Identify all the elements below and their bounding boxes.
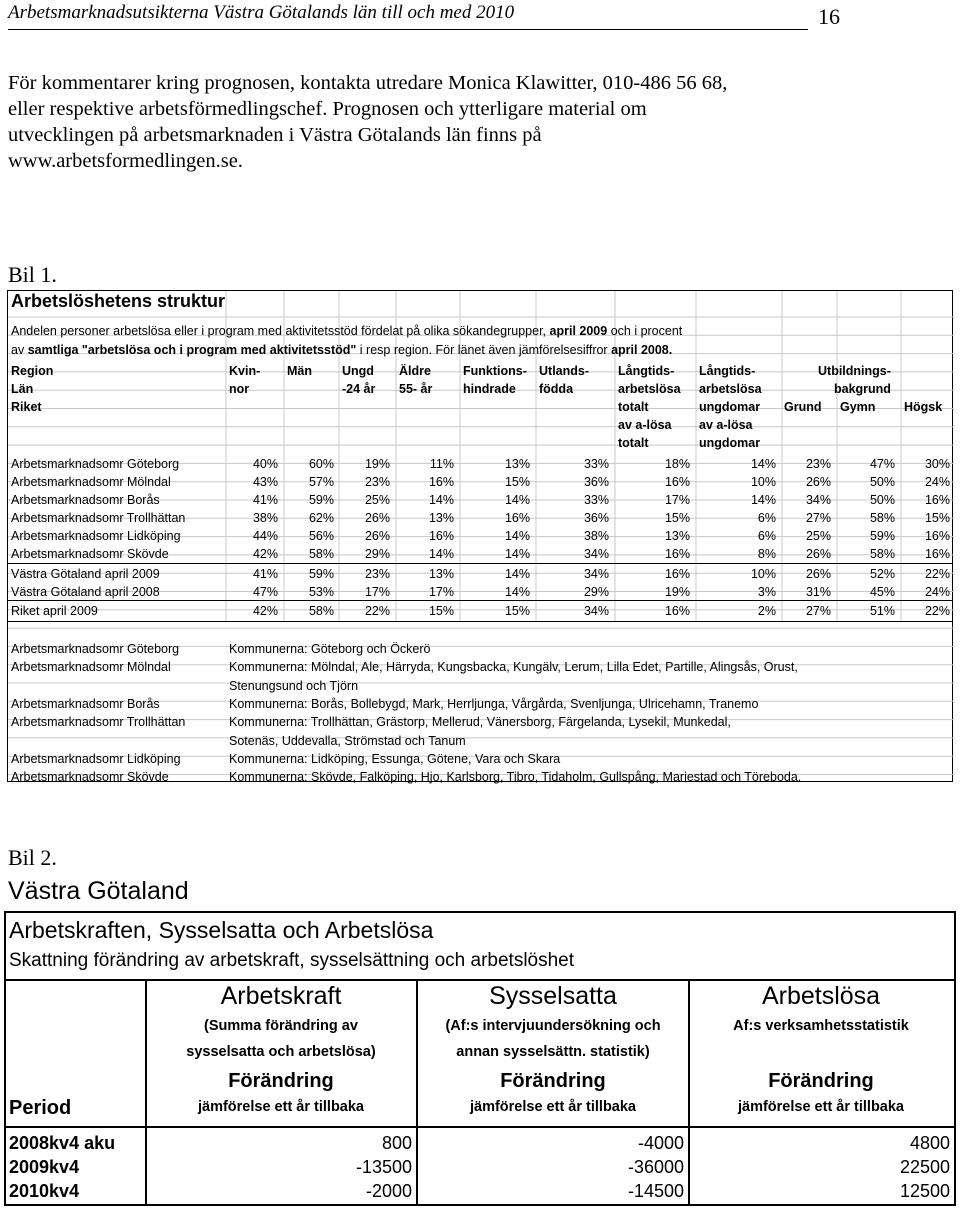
col-header-lt2-4: av a-lösa <box>699 418 753 432</box>
table-cell: 40% <box>252 457 278 471</box>
col-header-funk-1: Funktions- <box>463 364 527 378</box>
table-cell: 41% <box>252 567 278 581</box>
row-separator <box>8 600 952 601</box>
table-cell: 22% <box>924 604 950 618</box>
table-cell: 15% <box>428 604 454 618</box>
table-cell: 59% <box>308 567 334 581</box>
table-cell: 30% <box>924 457 950 471</box>
table-row-label: Arbetsmarknadsomr Göteborg <box>11 457 180 471</box>
area-name: Arbetsmarknadsomr Trollhättan <box>11 715 186 730</box>
column-subtitle: sysselsatta och arbetslösa) <box>186 1044 376 1060</box>
desc-text: och i procent <box>610 324 683 338</box>
table-cell: 13% <box>664 529 690 543</box>
document-header-title: Arbetsmarknadsutsikterna Västra Götalands län till och med 2010 <box>8 2 515 23</box>
table-row-label: Riket april 2009 <box>11 604 98 618</box>
period-label: 2009kv4 <box>9 1157 80 1177</box>
table-row-label: Arbetsmarknadsomr Borås <box>11 493 160 507</box>
table-row-label: Västra Götaland april 2008 <box>11 585 160 599</box>
desc-text: Andelen personer arbetslösa eller i program med aktivitetsstöd fördelat på olika sökandegrupper, <box>11 324 547 338</box>
desc-bold: april 2009 <box>549 324 608 338</box>
table-description-1 <box>11 322 682 340</box>
table-cell: 36% <box>583 511 609 525</box>
table-cell: 14% <box>504 567 530 581</box>
table-cell: 12500 <box>899 1181 950 1201</box>
col-header-man: Män <box>287 364 312 378</box>
col-header-ungd-1: Ungd <box>342 364 374 378</box>
table-cell: 50% <box>869 475 895 489</box>
col-header-lan: Län <box>11 382 34 396</box>
area-name: Arbetsmarknadsomr Mölndal <box>11 660 171 675</box>
area-municipalities: Kommunerna: Borås, Bollebygd, Mark, Herrljunga, Vårgårda, Svenljunga, Ulricehamn, Tranemo <box>229 696 759 711</box>
table-cell: -14500 <box>627 1181 684 1201</box>
website-link[interactable]: www.arbetsformedlingen.se. <box>8 150 243 172</box>
table-cell: 16% <box>924 529 950 543</box>
col-header-lt1-1: Långtids- <box>618 364 675 378</box>
column-change-sublabel: jämförelse ett år tillbaka <box>737 1099 904 1115</box>
table-cell: 17% <box>664 493 690 507</box>
area-municipalities: Sotenäs, Uddevalla, Strömstad och Tanum <box>229 733 466 748</box>
header-rule <box>8 29 808 30</box>
column-change-label: Förändring <box>768 1070 874 1092</box>
table-subtitle: Skattning förändring av arbetskraft, sysselsättning och arbetslöshet <box>9 950 575 971</box>
appendix-2-label: Bil 2. <box>8 845 57 870</box>
appendix-1-label: Bil 1. <box>8 262 57 287</box>
area-name: Arbetsmarknadsomr Lidköping <box>11 751 181 766</box>
table-cell: 22% <box>364 604 390 618</box>
table-cell: 25% <box>805 529 831 543</box>
table-cell: 16% <box>428 475 454 489</box>
table-cell: 16% <box>664 567 690 581</box>
table-cell: 15% <box>504 475 530 489</box>
table-cell: 56% <box>308 529 334 543</box>
labor-force-table <box>4 911 956 1206</box>
column-change-sublabel: jämförelse ett år tillbaka <box>469 1099 636 1115</box>
table-cell: 44% <box>252 529 278 543</box>
desc-text: i resp region. För länet även jämförelsesiffror <box>359 343 608 357</box>
table-cell: 29% <box>364 547 390 561</box>
col-header-utl-1: Utlands- <box>539 364 589 378</box>
table-cell: 59% <box>869 529 895 543</box>
column-title: Sysselsatta <box>489 982 617 1010</box>
table-cell: 13% <box>504 457 530 471</box>
col-header-lt2-2: arbetslösa <box>699 382 762 396</box>
row-separator <box>8 563 952 564</box>
table-cell: 43% <box>252 475 278 489</box>
col-header-lt1-3: totalt <box>618 400 649 414</box>
column-change-label: Förändring <box>500 1070 606 1092</box>
table-cell: 23% <box>364 475 390 489</box>
table-cell: 16% <box>428 529 454 543</box>
intro-line: utvecklingen på arbetsmarknaden i Västra Götalands län finns på <box>8 124 542 146</box>
table-cell: 34% <box>805 493 831 507</box>
table-cell: 58% <box>308 604 334 618</box>
area-municipalities: Stenungsund och Tjörn <box>229 678 359 693</box>
table-cell: 26% <box>805 475 831 489</box>
table-cell: 8% <box>757 547 776 561</box>
unemployment-structure-table <box>7 290 953 785</box>
table-cell: 15% <box>924 511 950 525</box>
region-heading: Västra Götaland <box>8 877 189 905</box>
table-cell: 58% <box>869 511 895 525</box>
table-cell: 26% <box>364 511 390 525</box>
col-header-lt2-1: Långtids- <box>699 364 756 378</box>
table-cell: 16% <box>664 547 690 561</box>
desc-bold: april 2008. <box>611 343 673 357</box>
table-cell: 52% <box>869 567 895 581</box>
table-cell: 6% <box>757 511 776 525</box>
area-name: Arbetsmarknadsomr Skövde <box>11 770 169 785</box>
column-change-sublabel: jämförelse ett år tillbaka <box>197 1099 364 1115</box>
table-cell: 16% <box>664 475 690 489</box>
col-header-utl-2: födda <box>539 382 574 396</box>
table-cell: 38% <box>583 529 609 543</box>
table-row-label: Arbetsmarknadsomr Lidköping <box>11 529 181 543</box>
col-header-region: Region <box>11 364 54 378</box>
table-cell: 38% <box>252 511 278 525</box>
table-cell: 62% <box>308 511 334 525</box>
table-cell: 36% <box>583 475 609 489</box>
table-cell: 23% <box>364 567 390 581</box>
period-label: 2008kv4 aku <box>9 1133 116 1153</box>
col-header-funk-2: hindrade <box>463 382 516 396</box>
table-cell: -4000 <box>637 1133 684 1153</box>
column-subtitle: (Af:s intervjuundersökning och <box>445 1018 661 1034</box>
area-municipalities: Kommunerna: Trollhättan, Grästorp, Mellerud, Vänersborg, Färgelanda, Lysekil, Munkedal, <box>229 715 731 730</box>
table-cell: 31% <box>805 585 831 599</box>
col-header-kvinnor-1: Kvin- <box>229 364 261 378</box>
table-cell: 17% <box>428 585 454 599</box>
table-row-label: Arbetsmarknadsomr Mölndal <box>11 475 171 489</box>
col-header-aldre-2: 55- år <box>399 382 433 396</box>
col-header-hogsk: Högsk <box>904 400 943 414</box>
table-cell: 2% <box>757 604 776 618</box>
col-header-kvinnor-2: nor <box>229 382 250 396</box>
col-header-lt1-4: av a-lösa <box>618 418 672 432</box>
table-cell: 18% <box>664 457 690 471</box>
table-cell: 14% <box>428 493 454 507</box>
table-cell: -2000 <box>365 1181 412 1201</box>
desc-bold: samtliga "arbetslösa och i program med aktivitetsstöd" <box>27 343 357 357</box>
area-municipalities: Kommunerna: Lidköping, Essunga, Götene, Vara och Skara <box>229 751 561 766</box>
table-cell: 47% <box>252 585 278 599</box>
area-name: Arbetsmarknadsomr Borås <box>11 696 160 711</box>
table-cell: 26% <box>805 547 831 561</box>
desc-text: av <box>11 343 25 357</box>
intro-line: eller respektive arbetsförmedlingschef. Prognosen och ytterligare material om <box>8 98 647 120</box>
table-cell: 16% <box>504 511 530 525</box>
table-cell: 45% <box>869 585 895 599</box>
col-header-lt2-3: ungdomar <box>699 400 761 414</box>
table-cell: -13500 <box>355 1157 412 1177</box>
table-cell: 3% <box>757 585 776 599</box>
col-header-ungd-2: -24 år <box>342 382 376 396</box>
table-cell: 26% <box>805 567 831 581</box>
table-cell: 24% <box>924 475 950 489</box>
table-cell: 10% <box>750 475 776 489</box>
table-title: Arbetskraften, Sysselsatta och Arbetslösa <box>9 917 434 943</box>
col-header-utb-1: Utbildnings- <box>818 364 891 378</box>
col-header-riket: Riket <box>11 400 42 414</box>
table-cell: 13% <box>428 567 454 581</box>
page-number: 16 <box>818 4 840 29</box>
table-row-label: Arbetsmarknadsomr Skövde <box>11 547 169 561</box>
table-cell: 4800 <box>909 1133 950 1153</box>
table-cell: 47% <box>869 457 895 471</box>
table-cell: -36000 <box>627 1157 684 1177</box>
table-cell: 14% <box>504 493 530 507</box>
table-cell: 14% <box>504 529 530 543</box>
table-cell: 42% <box>252 604 278 618</box>
column-title: Arbetskraft <box>220 982 342 1010</box>
table-cell: 11% <box>429 457 454 471</box>
area-municipalities: Kommunerna: Skövde, Falköping, Hjo, Karlsborg, Tibro, Tidaholm, Gullspång, Mariestad och Töreboda. <box>229 770 802 785</box>
area-name: Arbetsmarknadsomr Göteborg <box>11 642 180 656</box>
table-cell: 34% <box>583 604 609 618</box>
table-cell: 58% <box>869 547 895 561</box>
intro-line: För kommentarer kring prognosen, kontakta utredare Monica Klawitter, 010-486 56 68, <box>8 72 728 94</box>
column-subtitle: annan sysselsättn. statistik) <box>456 1044 650 1060</box>
col-header-lt2-5: ungdomar <box>699 436 761 450</box>
period-label: 2010kv4 <box>9 1181 80 1201</box>
table-cell: 24% <box>924 585 950 599</box>
column-subtitle: (Summa förändring av <box>204 1018 358 1034</box>
table-cell: 19% <box>364 457 390 471</box>
table-row-label: Arbetsmarknadsomr Trollhättan <box>11 511 186 525</box>
col-header-gymn: Gymn <box>840 400 876 414</box>
table-cell: 14% <box>750 493 776 507</box>
table-cell: 23% <box>805 457 831 471</box>
table-cell: 19% <box>664 585 690 599</box>
table-cell: 27% <box>805 511 831 525</box>
intro-paragraph <box>8 70 948 174</box>
table-cell: 27% <box>805 604 831 618</box>
table-cell: 29% <box>583 585 609 599</box>
table-row-label: Västra Götaland april 2009 <box>11 567 160 581</box>
table-cell: 57% <box>308 475 334 489</box>
area-municipalities: Kommunerna: Mölndal, Ale, Härryda, Kungsbacka, Kungälv, Lerum, Lilla Edet, Partille, Alingsås, Orust, <box>229 660 798 675</box>
table-cell: 34% <box>583 567 609 581</box>
column-title: Arbetslösa <box>761 982 881 1010</box>
table-cell: 50% <box>869 493 895 507</box>
table-cell: 16% <box>664 604 690 618</box>
table-cell: 800 <box>381 1133 412 1153</box>
table-cell: 14% <box>750 457 776 471</box>
table-title: Arbetslöshetens struktur <box>11 291 226 311</box>
col-header-utb-2: bakgrund <box>834 382 891 396</box>
table-cell: 58% <box>308 547 334 561</box>
col-header-period: Period <box>9 1097 72 1119</box>
table-cell: 13% <box>428 511 454 525</box>
table-cell: 15% <box>504 604 530 618</box>
col-header-lt1-5: totalt <box>618 436 649 450</box>
table-cell: 33% <box>583 493 609 507</box>
col-header-grund: Grund <box>784 400 822 414</box>
table-cell: 16% <box>924 493 950 507</box>
table-cell: 14% <box>504 547 530 561</box>
col-header-lt1-2: arbetslösa <box>618 382 681 396</box>
column-subtitle: Af:s verksamhetsstatistik <box>733 1018 909 1034</box>
table-cell: 6% <box>757 529 776 543</box>
area-municipalities: Kommunerna: Göteborg och Öckerö <box>229 642 431 656</box>
table-cell: 53% <box>308 585 334 599</box>
table-cell: 22% <box>924 567 950 581</box>
table-cell: 51% <box>869 604 895 618</box>
table-cell: 59% <box>308 493 334 507</box>
table-cell: 16% <box>924 547 950 561</box>
table-cell: 42% <box>252 547 278 561</box>
table-cell: 15% <box>664 511 690 525</box>
table-cell: 26% <box>364 529 390 543</box>
table-cell: 41% <box>252 493 278 507</box>
col-header-aldre-1: Äldre <box>399 364 431 378</box>
table-cell: 14% <box>504 585 530 599</box>
table-cell: 10% <box>750 567 776 581</box>
table-cell: 60% <box>308 457 334 471</box>
table-description-2 <box>11 341 672 359</box>
table-cell: 33% <box>583 457 609 471</box>
table-cell: 14% <box>428 547 454 561</box>
table-cell: 34% <box>583 547 609 561</box>
row-separator <box>8 621 952 622</box>
table-cell: 25% <box>364 493 390 507</box>
table-cell: 17% <box>364 585 390 599</box>
table-cell: 22500 <box>899 1157 950 1177</box>
column-change-label: Förändring <box>228 1070 334 1092</box>
